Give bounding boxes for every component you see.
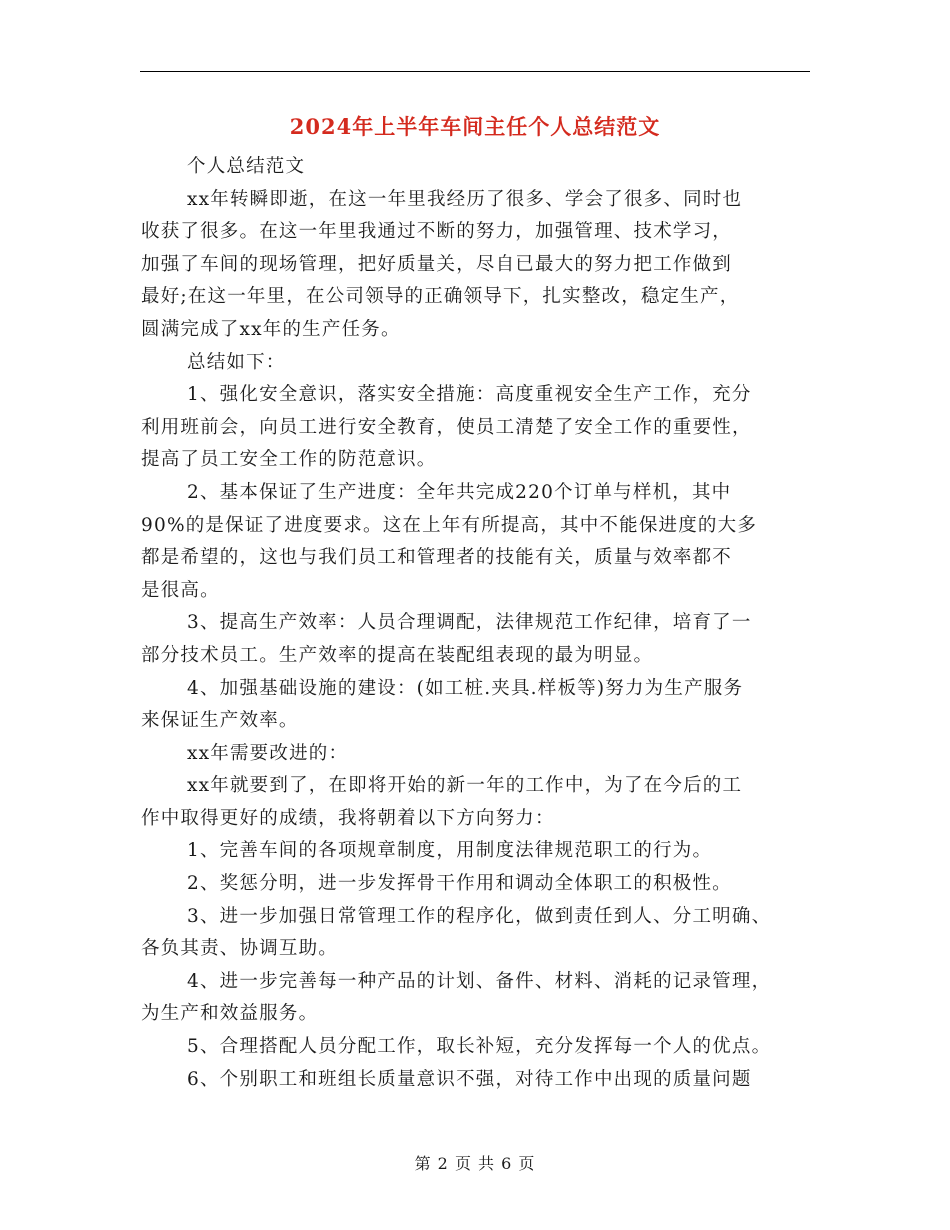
page-footer: 第 2 页 共 6 页 — [414, 1154, 536, 1173]
text-line: 90%的是保证了进度要求。这在上年有所提高，其中不能保进度的大多 — [141, 514, 758, 536]
text-line: xx年转瞬即逝，在这一年里我经历了很多、学会了很多、同时也 — [187, 188, 743, 210]
text-line: 4、进一步完善每一种产品的计划、备件、材料、消耗的记录管理， — [187, 970, 772, 992]
text-line: 3、提高生产效率：人员合理调配，法律规范工作纪律，培育了一 — [187, 612, 752, 634]
text-line: 总结如下： — [187, 351, 286, 373]
text-line: 5、合理搭配人员分配工作，取长补短，充分发挥每一个人的优点。 — [187, 1036, 772, 1058]
text-line: 1、强化安全意识，落实安全措施：高度重视安全生产工作，充分 — [187, 384, 752, 406]
text-line: 利用班前会，向员工进行安全教育，使员工清楚了安全工作的重要性， — [141, 416, 752, 438]
text-line: 提高了员工安全工作的防范意识。 — [141, 449, 437, 471]
text-line: 各负其责、协调互助。 — [141, 938, 339, 960]
document-title: 2024年上半年车间主任个人总结范文 — [289, 114, 661, 139]
text-line: 4、加强基础设施的建设：(如工桩.夹具.样板等)努力为生产服务 — [187, 677, 744, 699]
text-line: 为生产和效益服务。 — [141, 1003, 319, 1025]
text-line: 是很高。 — [141, 579, 220, 601]
text-line: 最好;在这一年里，在公司领导的正确领导下，扎实整改，稳定生产， — [141, 286, 740, 308]
text-line: 加强了车间的现场管理，把好质量关，尽自已最大的努力把工作做到 — [141, 253, 733, 275]
text-line: 2、基本保证了生产进度：全年共完成220个订单与样机，其中 — [187, 481, 732, 503]
text-line: 来保证生产效率。 — [141, 710, 299, 732]
text-line: 部分技术员工。生产效率的提高在装配组表现的最为明显。 — [141, 644, 654, 666]
text-line: 6、个别职工和班组长质量意识不强，对待工作中出现的质量问题 — [187, 1068, 752, 1090]
text-line: 3、进一步加强日常管理工作的程序化，做到责任到人、分工明确、 — [187, 905, 772, 927]
text-line: 都是希望的，这也与我们员工和管理者的技能有关，质量与效率都不 — [141, 547, 733, 569]
text-line: 收获了很多。在这一年里我通过不断的努力，加强管理、技术学习， — [141, 221, 733, 243]
text-line: 作中取得更好的成绩，我将朝着以下方向努力： — [141, 807, 555, 829]
document-body — [141, 151, 813, 1096]
text-line: xx年就要到了，在即将开始的新一年的工作中，为了在今后的工 — [187, 775, 743, 797]
text-line: 1、完善车间的各项规章制度，用制度法律规范职工的行为。 — [187, 840, 713, 862]
text-line: xx年需要改进的： — [187, 742, 349, 764]
text-line: 圆满完成了xx年的生产任务。 — [141, 318, 401, 340]
text-line: 个人总结范文 — [187, 156, 306, 177]
header-rule — [140, 71, 810, 72]
text-line: 2、奖惩分明，进一步发挥骨干作用和调动全体职工的积极性。 — [187, 873, 732, 895]
